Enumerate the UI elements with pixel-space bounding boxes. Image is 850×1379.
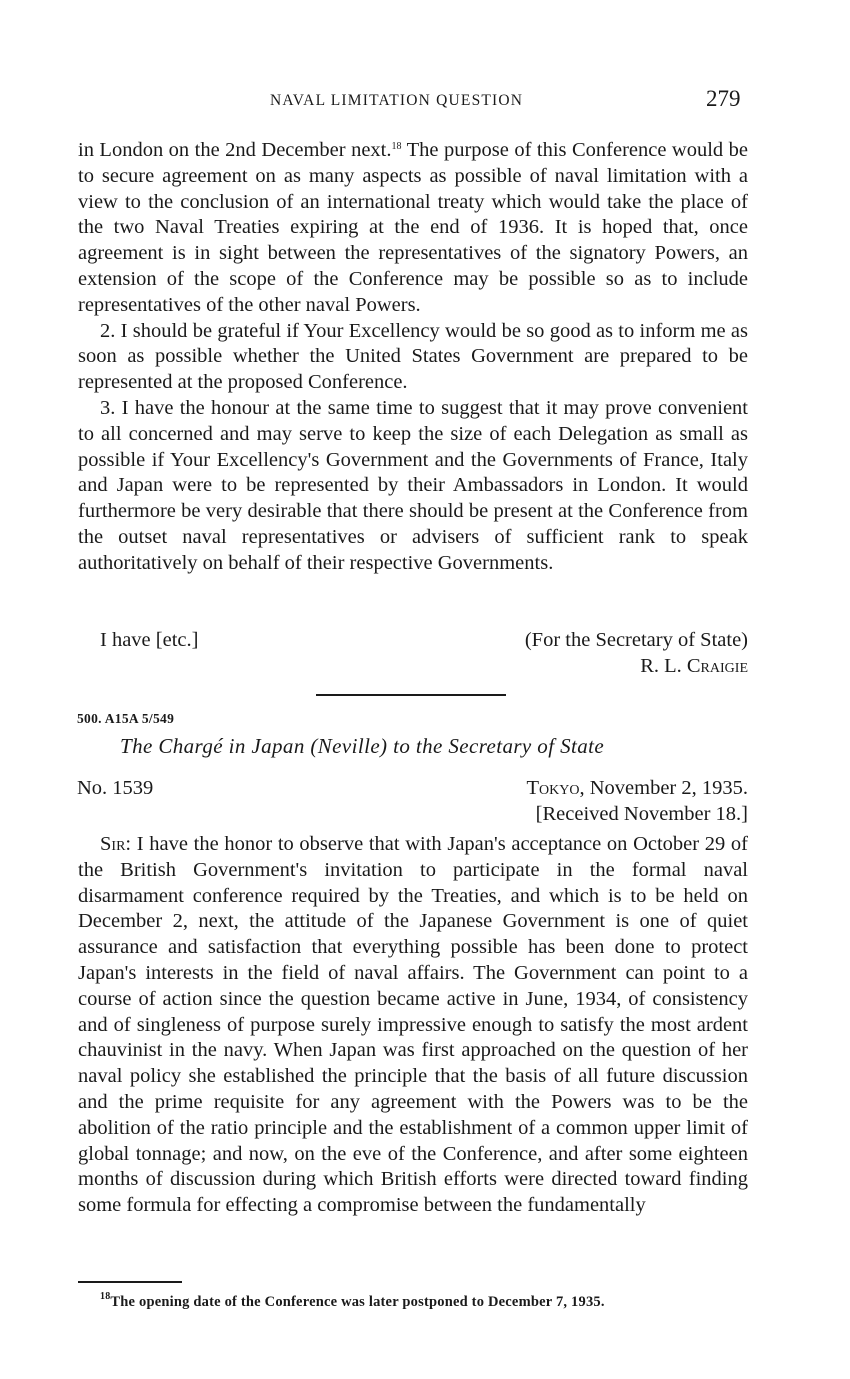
- footnote-reference: 18: [391, 141, 402, 152]
- date: , November 2, 1935.: [579, 777, 748, 799]
- document-title: The Chargé in Japan (Neville) to the Secretary of State: [120, 734, 605, 758]
- footnote-rule: [78, 1281, 182, 1283]
- signature: R. L. Craigie: [640, 655, 748, 677]
- letter-paragraph-2: 2. I should be grateful if Your Excellency would be so good as to inform me as soon as possible whether the United States Government are prepared to be represented at the proposed Conference.: [78, 319, 748, 394]
- closing-formula: I have [etc.]: [100, 629, 199, 651]
- running-head: NAVAL LIMITATION QUESTION: [270, 92, 524, 109]
- salutation: Sir:: [100, 833, 132, 855]
- letter-body: [78, 138, 748, 577]
- letter-paragraph-3: 3. I have the honour at the same time to suggest that it may prove convenient to all concerned and may serve to keep the size of each Delegation as small as possible if Your Excellency's Government and the Governments of France, Italy and Japan were to be represented by their Ambassadors in London. It would furthermore be very desirable that there should be present at the Conference from the outset naval representatives or advisers of sufficient rank to speak authoritatively on behalf of their respective Governments.: [78, 396, 748, 574]
- section-divider: [316, 694, 506, 696]
- received-date: [Received November 18.]: [535, 803, 748, 825]
- for-secretary-line: (For the Secretary of State): [524, 629, 748, 651]
- letter-paragraph-1: in London on the 2nd December next.$^{18}$ The purpose of this Conference would be to secure agreement on as many aspects as possible of naval limitation with a view to the conclusion of an international treaty which would take the place of the two Naval Treaties expiring at the end of 1936. It is hoped that, once agreement is in sight between the representatives of the signatory Powers, an extension of the scope of the Conference may be possible so as to include representatives of the other naval Powers.: [78, 139, 749, 316]
- dateline: [527, 777, 749, 800]
- file-number: 500. A15A 5/549: [77, 711, 175, 726]
- page-number: 279: [706, 86, 741, 111]
- despatch-body: [78, 832, 748, 1219]
- place-name: Tokyo: [526, 777, 580, 799]
- despatch-paragraph: Sir: I have the honor to observe that with Japan's acceptance on October 29 of the British Government's invitation to participate in the formal naval disarmament conference required by the Treaties, and which is to be held on December 2, next, the attitude of the Japanese Government is one of quiet assurance and satisfaction that everything possible has been done to protect Japan's interests in the field of naval affairs. The Government can point to a course of action since the question became active in June, 1934, of consistency and of singleness of purpose surely impressive enough to satisfy the most ardent chauvinist in the navy. When Japan was first approached on the question of her naval policy she established the principle that the basis of all future discussion and the prime requisite for any agreement with the Powers was to be the abolition of the ratio principle and the establishment of a common upper limit of global tonnage; and now, on the eve of the Conference, and after some eighteen months of discussion during which British efforts were directed toward finding some formula for effecting a compromise between the fundamentally: [78, 833, 748, 1217]
- document-number: No. 1539: [77, 777, 154, 799]
- footnote-marker: 18: [100, 1291, 111, 1302]
- footnote: $^{18}$The opening date of the Conference was later postponed to December 7, 1935.: [100, 1291, 605, 1310]
